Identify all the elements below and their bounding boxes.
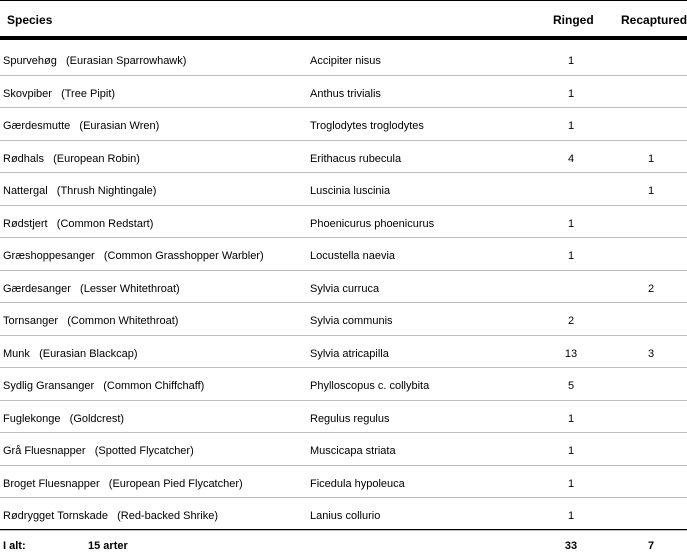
ringed-count: 1 [567, 120, 575, 132]
table-row [0, 303, 687, 336]
recaptured-header: Recaptured [621, 13, 687, 27]
ringed-count: 1 [567, 250, 575, 262]
ringed-count: 1 [567, 412, 575, 425]
table-row [0, 433, 687, 466]
recaptured-count: 1 [647, 185, 655, 197]
latin-name: Troglodytes troglodytes [310, 120, 424, 132]
latin-name: Sylvia curruca [310, 282, 380, 295]
table-header [0, 0, 687, 40]
latin-name: Sylvia atricapilla [310, 347, 389, 360]
common-name: Rødrygget Tornskade (Red-backed Shrike) [3, 510, 219, 522]
latin-name: Accipiter nisus [310, 55, 381, 67]
ringed-count: 1 [567, 445, 575, 457]
ringed-count: 1 [567, 217, 575, 230]
ringed-count: 13 [564, 347, 578, 360]
ringed-count: 1 [567, 477, 575, 490]
common-name: Græshoppesanger (Common Grasshopper Warbler) [3, 250, 264, 262]
recaptured-count: 1 [647, 152, 655, 165]
ringed-count: 4 [567, 152, 575, 165]
table-row [0, 368, 687, 401]
recaptured-count: 3 [647, 347, 655, 360]
common-name: Rødstjert (Common Redstart) [3, 217, 154, 230]
latin-name: Anthus trivialis [310, 87, 381, 100]
common-name: Grå Fluesnapper (Spotted Flycatcher) [3, 445, 194, 457]
ringed-count: 1 [567, 510, 575, 522]
table-row [0, 141, 687, 174]
common-name: Skovpiber (Tree Pipit) [3, 87, 116, 100]
common-name: Broget Fluesnapper (European Pied Flycatcher) [3, 477, 243, 490]
species-count: 15 arter [88, 540, 128, 552]
table-row [0, 76, 687, 109]
common-name: Gærdesmutte (Eurasian Wren) [3, 120, 160, 132]
common-name: Fuglekonge (Goldcrest) [3, 412, 125, 425]
common-name: Tornsanger (Common Whitethroat) [3, 315, 179, 327]
common-name: Spurvehøg (Eurasian Sparrowhawk) [3, 55, 187, 67]
latin-name: Locustella naevia [310, 250, 396, 262]
total-row [0, 529, 687, 560]
total-recaptured: 7 [647, 540, 655, 552]
table-row [0, 108, 687, 141]
table-row [0, 43, 687, 76]
latin-name: Regulus regulus [310, 412, 390, 425]
ringed-count: 1 [567, 55, 575, 67]
ringed-count: 5 [567, 380, 575, 392]
latin-name: Ficedula hypoleuca [310, 477, 405, 490]
table-row [0, 271, 687, 304]
ringed-count: 2 [567, 315, 575, 327]
table-row [0, 401, 687, 434]
common-name: Gærdesanger (Lesser Whitethroat) [3, 282, 180, 295]
table-row [0, 466, 687, 499]
table-row [0, 206, 687, 239]
latin-name: Muscicapa striata [310, 445, 396, 457]
latin-name: Sylvia communis [310, 315, 393, 327]
latin-name: Lanius collurio [310, 510, 381, 522]
latin-name: Phylloscopus c. collybita [310, 380, 430, 392]
total-label: I alt: [3, 540, 26, 552]
table-row [0, 238, 687, 271]
common-name: Nattergal (Thrush Nightingale) [3, 185, 157, 197]
total-ringed: 33 [564, 540, 578, 552]
latin-name: Erithacus rubecula [310, 152, 402, 165]
species-header: Species [7, 13, 53, 27]
common-name: Munk (Eurasian Blackcap) [3, 347, 138, 360]
table-row [0, 498, 687, 531]
ringed-header: Ringed [553, 13, 594, 27]
common-name: Rødhals (European Robin) [3, 152, 140, 165]
latin-name: Phoenicurus phoenicurus [310, 217, 435, 230]
latin-name: Luscinia luscinia [310, 185, 391, 197]
common-name: Sydlig Gransanger (Common Chiffchaff) [3, 380, 205, 392]
table-row [0, 336, 687, 369]
recaptured-count: 2 [647, 282, 655, 295]
table-row [0, 173, 687, 206]
ringed-count: 1 [567, 87, 575, 100]
